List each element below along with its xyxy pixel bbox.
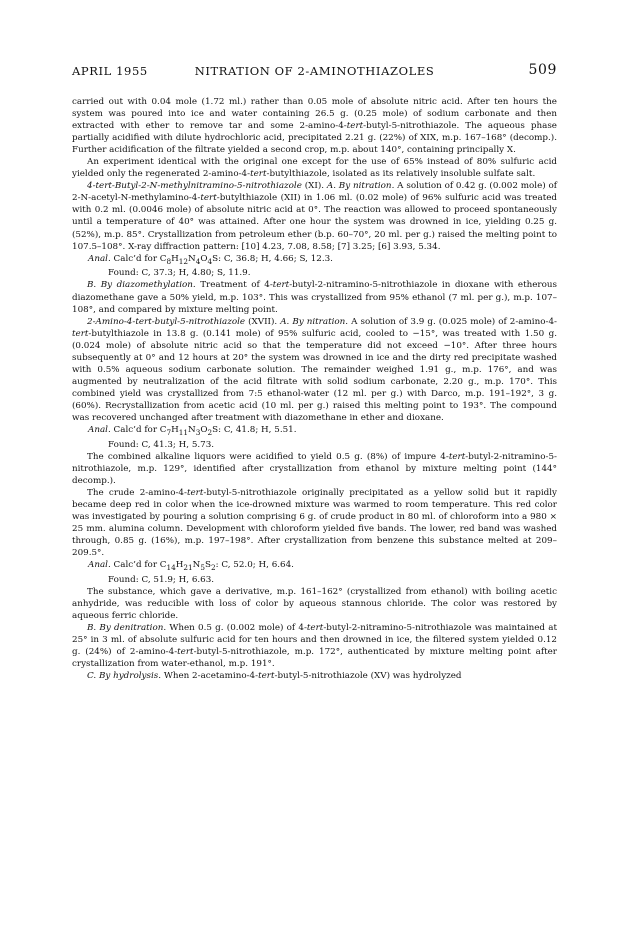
paragraph: The combined alkaline liquors were acidified to yield 0.5 g. (8%) of impure 4-tert-butyl-2-nitramino-5-nitrothiazole, m.p. 129°, identified after crystallization from ethanol by mixture melting point (144° decomp.). bbox=[72, 451, 557, 486]
analysis-found: Found: C, 51.9; H, 6.63. bbox=[108, 575, 215, 586]
analysis-calculated: Anal. Calc’d for $C_7H_{11}N_3O_2S$: C, 41.8; H, 5.51. bbox=[88, 425, 297, 437]
paragraph: 4-tert-Butyl-2-N-methylnitramino-5-nitrothiazole (XI). A. By nitration. A solution of 0.42 g. (0.002 mole) of 2-N-acetyl-N-methylamino-4-tert-butylthiazole (XII) in 1.06 ml. (0.02 mole) of 96% sulfuric acid was treated with 0.2 ml. (0.0046 mole) of absolute nitric acid at 0°. The reaction was allowed to proceed spontaneously until a temperature of 40° was attained. After one hour the system was drowned in ice, yielding 0.25 g. (52%), m.p. 85°. Crystallization from petroleum ether (b.p. 60–70°, 20 ml. per g.) raised the melting point to 107.5–108°. X-ray diffraction pattern: [10] 4.23, 7.08, 8.58; [7] 3.25; [6] 3.93, 5.34. bbox=[72, 181, 558, 252]
paragraph: carried out with 0.04 mole (1.72 ml.) rather than 0.05 mole of absolute nitric acid. After ten hours the system was poured into ice and water containing 26.5 g. (0.25 mole) of sodium carbonate and then extracted with ether to remove tar and some 2-amino-4-tert-butyl-5-nitrothiazole. The aqueous phase partially acidified with dilute hydrochloric acid, precipitated 2.21 g. (22%) of XIX, m.p. 167–168° (decomp.). Further acidification of the filtrate yielded a second crop, m.p. about 140°, containing principally X. bbox=[72, 97, 557, 156]
paragraph: B. By diazomethylation. Treatment of 4-tert-butyl-2-nitramino-5-nitrothiazole in dioxane with etherous diazomethane gave a 50% yield, m.p. 103°. This was crystallized from 95% ethanol (7 ml. per g.), m.p. 107–108°, and compared by mixture melting point. bbox=[72, 280, 557, 315]
analysis-found: Found: C, 37.3; H, 4.80; S, 11.9. bbox=[108, 268, 251, 279]
paragraph: 2-Amino-4-tert-butyl-5-nitrothiazole (XVII). A. By nitration. A solution of 3.9 g. (0.025 mole) of 2-amino-4-tert-butylthiazole in 13.8 g. (0.141 mole) of 95% sulfuric acid, cooled to −15°, was treated with 1.50 g. (0.024 mole) of absolute nitric acid so that the temperature did not exceed −10°. After three hours subsequently at 0° and 12 hours at 20° the system was drowned in ice and the dirty red precipitate washed with 0.5% aqueous sodium carbonate solution. The remainder weighed 1.91 g., m.p. 176°, and was augmented by neutralization of the acid filtrate with solid sodium carbonate, 2.20 g., m.p. 170°. This combined yield was crystallized from 7:5 ethanol-water (12 ml. per g.) with Darco, m.p. 191–192°, 3 g. (60%). Recrystallization from acetic acid (10 ml. per g.) raised this melting point to 193°. The compound was recovered unchanged after treatment with diazomethane in ether and dioxane. bbox=[72, 316, 557, 423]
paragraph: An experiment identical with the original one except for the use of 65% instead of 80% sulfuric acid yielded only the regenerated 2-amino-4-tert-butylthiazole, isolated as its relatively insoluble sulfate salt. bbox=[72, 157, 557, 180]
header-date: APRIL 1955 bbox=[72, 64, 148, 78]
paragraph: B. By denitration. When 0.5 g. (0.002 mole) of 4-tert-butyl-2-nitramino-5-nitrothiazole was maintained at 25° in 3 ml. of absolute sulfuric acid for ten hours and then drowned in ice, the filtered system yielded 0.12 g. (24%) of 2-amino-4-tert-butyl-5-nitrothiazole, m.p. 172°, authenticated by mixture melting point after crystallization from water-ethanol, m.p. 191°. bbox=[72, 623, 557, 670]
paragraph: The crude 2-amino-4-tert-butyl-5-nitrothiazole originally precipitated as a yellow solid but it rapidly became deep red in color when the ice-drowned mixture was warmed to room temperature. This red color was investigated by pouring a solution comprising 6 g. of crude product in 80 ml. of chloroform into a 980 × 25 mm. alumina column. Development with chloroform yielded five bands. The lower, red band was washed through, 0.85 g. (16%), m.p. 197–198°. After crystallization from benzene this substance melted at 209–209.5°. bbox=[72, 488, 557, 559]
article-body bbox=[72, 96, 557, 683]
analysis-calculated: Anal. Calc’d for $C_{14}H_{21}N_5S_2$: C, 52.0; H, 6.64. bbox=[88, 560, 294, 573]
page-number: 509 bbox=[528, 62, 557, 78]
paragraph: The substance, which gave a derivative, m.p. 161–162° (crystallized from ethanol) with boiling acetic anhydride, was reducible with loss of color by aqueous stannous chloride. The color was restored by aqueous ferric chloride. bbox=[72, 587, 557, 622]
analysis-calculated: Anal. Calc’d for $C_8H_{12}N_4O_4S$: C, 36.8; H, 4.66; S, 12.3. bbox=[88, 253, 333, 266]
header-title: NITRATION OF 2-AMINOTHIAZOLES bbox=[194, 64, 435, 78]
analysis-found: Found: C, 41.3; H, 5.73. bbox=[108, 439, 215, 450]
running-header bbox=[72, 64, 557, 80]
paragraph: C. By hydrolysis. When 2-acetamino-4-tert-butyl-5-nitrothiazole (XV) was hydrolyzed bbox=[87, 671, 462, 682]
